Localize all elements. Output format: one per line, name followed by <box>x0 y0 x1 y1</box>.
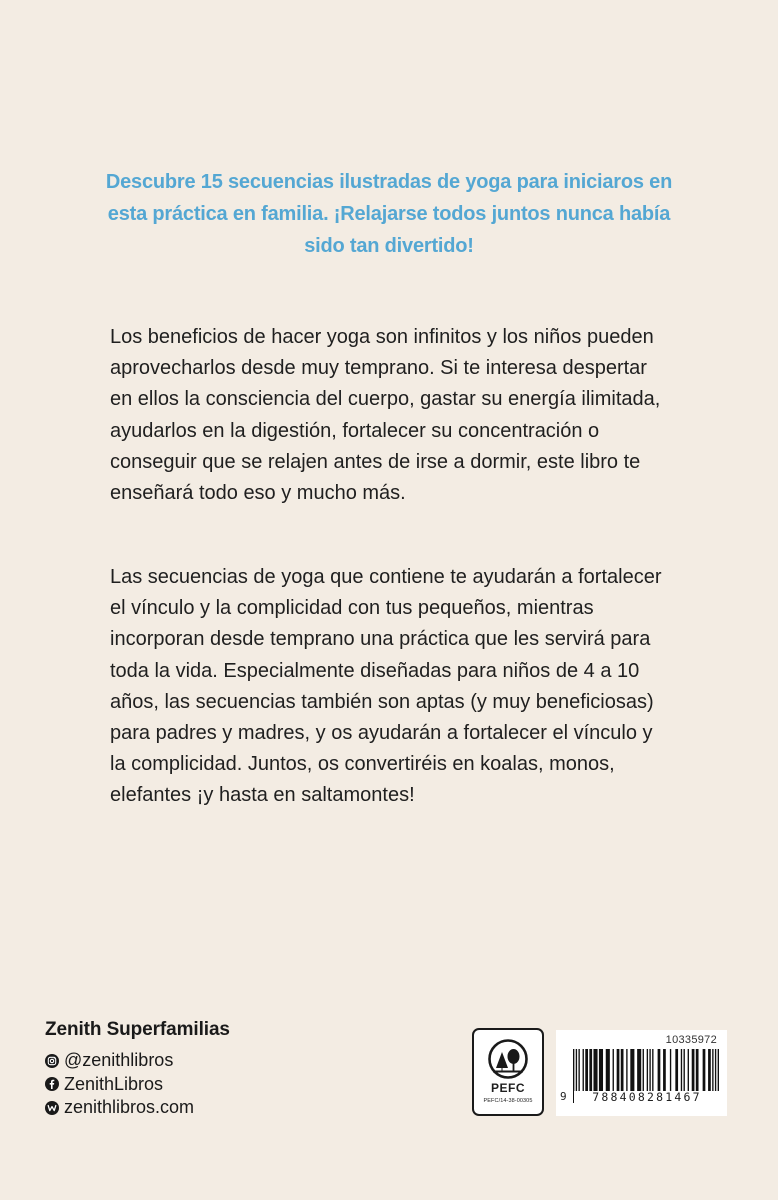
barcode-reference: 10335972 <box>665 1034 717 1046</box>
isbn-barcode <box>556 1030 727 1116</box>
facebook-icon <box>45 1077 59 1091</box>
description-paragraph-2: Las secuencias de yoga que contiene te ayudarán a fortalecer el vínculo y la complicidad con tus pequeños, mientras incorporan desde temprano una práctica que les servirá para toda la vida. Especialmente diseñadas para niños de 4 a 10 años, las secuencias también son aptas (y muy beneficiosas) para padres y madres, y os ayudarán a fortalecer el vínculo y la complicidad. Juntos, os convertiréis en koalas, monos, elefantes ¡y hasta en saltamontes! <box>110 566 662 807</box>
instagram-icon <box>45 1054 59 1068</box>
web-icon <box>45 1101 59 1115</box>
website-link[interactable] <box>45 1096 230 1120</box>
website-label: zenithlibros.com <box>64 1097 195 1118</box>
pefc-label: PEFC <box>490 1081 525 1095</box>
instagram-label: @zenithlibros <box>64 1050 174 1071</box>
pefc-certification-badge <box>472 1028 544 1116</box>
isbn-digits: 788408281467 <box>574 1091 720 1104</box>
back-cover-tagline: Descubre 15 secuencias ilustradas de yoga para iniciaros en esta práctica en familia. ¡Relajarse todos juntos nunca había sido tan divertido! <box>105 171 673 257</box>
pefc-code: PEFC/14-38-00305 <box>483 1098 533 1104</box>
isbn-first-digit: 9 <box>560 1090 567 1103</box>
pefc-tree-logo-icon <box>487 1038 529 1080</box>
description-paragraph-1: Los beneficios de hacer yoga son infinitos y los niños pueden aprovecharlos desde muy temprano. Si te interesa despertar en ellos la consciencia del cuerpo, gastar su energía ilimitada, ayudarlos en la digestión, fortalecer su concentración o conseguir que se relajen antes de irse a dormir, este libro te enseñará todo eso y mucho más. <box>110 326 661 505</box>
collection-name: Zenith Superfamilias <box>45 1019 230 1040</box>
instagram-handle[interactable] <box>45 1049 230 1073</box>
facebook-handle[interactable] <box>45 1073 230 1097</box>
publisher-imprint <box>45 1019 230 1120</box>
facebook-label: ZenithLibros <box>64 1073 164 1094</box>
